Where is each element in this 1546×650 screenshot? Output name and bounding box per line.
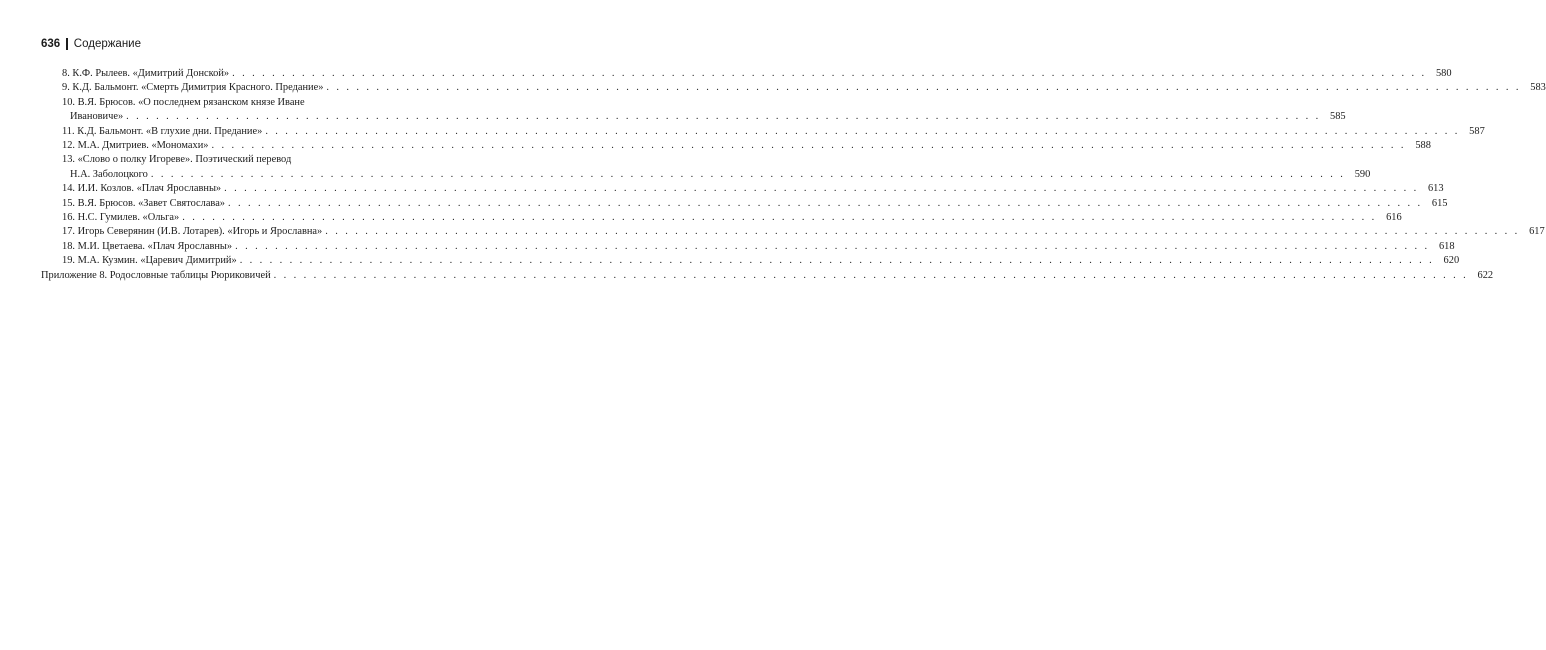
toc-entry-line [62, 182, 1444, 196]
toc-entry [41, 81, 1546, 95]
toc-entry-title: 8. К.Ф. Рылеев. «Димитрий Донской» [62, 68, 230, 79]
toc-entry-title: 15. В.Я. Брюсов. «Завет Святослава» [62, 197, 226, 209]
toc-page-number: 617 [1529, 226, 1545, 238]
toc-entry [41, 254, 1460, 268]
toc-entry-title: 11. К.Д. Бальмонт. «В глухие дни. Предание» [62, 125, 263, 137]
toc-entry [41, 67, 1452, 81]
toc-entry-line [62, 67, 1452, 81]
dot-leader: . . . . . . . . . . . . . . . . . . . . . . . . . . . . . . . . . . . . . . . . . . . . . . . . . . . . . . . . . . . . . . . . . . . . . . . . . . . . . . . . . . . . . . . . . . . . . . . . . . . . . . . . . . . . . . . . . . . . . . . . [235, 240, 1430, 252]
toc-entry [41, 153, 1371, 182]
running-head [41, 38, 141, 50]
dot-leader: . . . . . . . . . . . . . . . . . . . . . . . . . . . . . . . . . . . . . . . . . . . . . . . . . . . . . . . . . . . . . . . . . . . . . . . . . . . . . . . . . . . . . . . . . . . . . . . . . . . . . . . . . . . . . . . . . . . . . . . . [325, 226, 1520, 238]
toc-entry-title: 14. И.И. Козлов. «Плач Ярославны» [62, 183, 222, 195]
toc-entry-line [62, 225, 1545, 239]
dot-leader: . . . . . . . . . . . . . . . . . . . . . . . . . . . . . . . . . . . . . . . . . . . . . . . . . . . . . . . . . . . . . . . . . . . . . . . . . . . . . . . . . . . . . . . . . . . . . . . . . . . . . . . . . . . . . . . . . . . . . . . . [228, 197, 1423, 209]
section-title: Содержание [73, 38, 141, 50]
toc-entry-line [62, 211, 1402, 225]
dot-leader: . . . . . . . . . . . . . . . . . . . . . . . . . . . . . . . . . . . . . . . . . . . . . . . . . . . . . . . . . . . . . . . . . . . . . . . . . . . . . . . . . . . . . . . . . . . . . . . . . . . . . . . . . . . . . . . . . . . . . . . . [126, 111, 1321, 123]
toc-page-number: 613 [1427, 183, 1444, 195]
toc-entry [41, 197, 1448, 211]
toc-entry-title: 18. М.И. Цветаева. «Плач Ярославны» [62, 240, 233, 252]
toc-page-number: 588 [1415, 140, 1431, 152]
dot-leader: . . . . . . . . . . . . . . . . . . . . . . . . . . . . . . . . . . . . . . . . . . . . . . . . . . . . . . . . . . . . . . . . . . . . . . . . . . . . . . . . . . . . . . . . . . . . . . . . . . . . . . . . . . . . . . . . . . . . . . . . [273, 269, 1469, 281]
toc-entry-line [62, 254, 1460, 268]
page-number: 636 [41, 38, 61, 50]
dot-leader: . . . . . . . . . . . . . . . . . . . . . . . . . . . . . . . . . . . . . . . . . . . . . . . . . . . . . . . . . . . . . . . . . . . . . . . . . . . . . . . . . . . . . . . . . . . . . . . . . . . . . . . . . . . . . . . . . . . . . . . . [239, 255, 1435, 267]
toc-entry [41, 240, 1455, 254]
toc-entry-title: 13. «Слово о полку Игореве». Поэтический перевод [62, 154, 292, 166]
toc-entry-title: Приложение 8. Родословные таблицы Рюриковичей [41, 269, 271, 281]
toc-entry-line [62, 240, 1455, 254]
toc-page-number: 580 [1435, 68, 1452, 79]
toc-page-number: 620 [1443, 255, 1460, 267]
toc-entry-title: 12. М.А. Дмитриев. «Мономахи» [62, 140, 209, 152]
dot-leader: . . . . . . . . . . . . . . . . . . . . . . . . . . . . . . . . . . . . . . . . . . . . . . . . . . . . . . . . . . . . . . . . . . . . . . . . . . . . . . . . . . . . . . . . . . . . . . . . . . . . . . . . . . . . . . . . . . . . . . . . [211, 140, 1406, 152]
dot-leader: . . . . . . . . . . . . . . . . . . . . . . . . . . . . . . . . . . . . . . . . . . . . . . . . . . . . . . . . . . . . . . . . . . . . . . . . . . . . . . . . . . . . . . . . . . . . . . . . . . . . . . . . . . . . . . . . . . . . . . . . [150, 168, 1346, 180]
dot-leader: . . . . . . . . . . . . . . . . . . . . . . . . . . . . . . . . . . . . . . . . . . . . . . . . . . . . . . . . . . . . . . . . . . . . . . . . . . . . . . . . . . . . . . . . . . . . . . . . . . . . . . . . . . . . . . . . . . . . . . . . [326, 82, 1521, 94]
toc-entry-title: Н.А. Заболоцкого [70, 168, 148, 180]
toc-entry-title: 17. Игорь Северянин (И.В. Лотарев). «Игорь и Ярославна» [62, 226, 323, 238]
toc-page-number: 583 [1530, 82, 1546, 94]
toc-entry [41, 139, 1431, 153]
toc-entry-title: 10. В.Я. Брюсов. «О последнем рязанском князе Иване [62, 96, 305, 108]
header-separator [66, 38, 68, 50]
toc-entry-title: 19. М.А. Кузмин. «Царевич Димитрий» [62, 255, 237, 267]
toc-entry [41, 269, 1494, 283]
toc-entry [41, 182, 1444, 196]
toc-entry-title: 9. К.Д. Бальмонт. «Смерть Димитрия Красного. Предание» [62, 82, 324, 94]
dot-leader: . . . . . . . . . . . . . . . . . . . . . . . . . . . . . . . . . . . . . . . . . . . . . . . . . . . . . . . . . . . . . . . . . . . . . . . . . . . . . . . . . . . . . . . . . . . . . . . . . . . . . . . . . . . . . . . . . . . . . . . . [265, 125, 1460, 137]
toc-entry-line [62, 197, 1448, 211]
toc-entry-line [62, 81, 1546, 95]
table-of-contents [41, 67, 1546, 283]
toc-page-number: 616 [1386, 212, 1402, 224]
toc-entry-line [62, 125, 1485, 139]
toc-entry-title: Ивановиче» [70, 111, 124, 123]
toc-entry [41, 225, 1545, 239]
dot-leader: . . . . . . . . . . . . . . . . . . . . . . . . . . . . . . . . . . . . . . . . . . . . . . . . . . . . . . . . . . . . . . . . . . . . . . . . . . . . . . . . . . . . . . . . . . . . . . . . . . . . . . . . . . . . . . . . . . . . . . . . [182, 212, 1377, 224]
toc-page-number: 618 [1438, 240, 1455, 252]
toc-entry-title: 16. Н.С. Гумилев. «Ольга» [62, 212, 180, 224]
toc-entry-line [62, 168, 1371, 182]
toc-page-number: 585 [1330, 111, 1346, 123]
toc-entry [41, 125, 1485, 139]
toc-page-number: 590 [1354, 168, 1371, 180]
toc-entry-line [41, 269, 1494, 283]
toc-entry-line [62, 139, 1431, 153]
toc-entry-line [62, 110, 1346, 124]
dot-leader: . . . . . . . . . . . . . . . . . . . . . . . . . . . . . . . . . . . . . . . . . . . . . . . . . . . . . . . . . . . . . . . . . . . . . . . . . . . . . . . . . . . . . . . . . . . . . . . . . . . . . . . . . . . . . . . . . . . . . . . . [224, 183, 1419, 195]
toc-entry [41, 96, 1346, 125]
toc-entry [41, 211, 1402, 225]
toc-page-number: 622 [1477, 269, 1494, 281]
dot-leader: . . . . . . . . . . . . . . . . . . . . . . . . . . . . . . . . . . . . . . . . . . . . . . . . . . . . . . . . . . . . . . . . . . . . . . . . . . . . . . . . . . . . . . . . . . . . . . . . . . . . . . . . . . . . . . . . . . . . . . . . [232, 68, 1427, 79]
toc-page-number: 587 [1469, 125, 1485, 137]
toc-page-number: 615 [1431, 197, 1448, 209]
